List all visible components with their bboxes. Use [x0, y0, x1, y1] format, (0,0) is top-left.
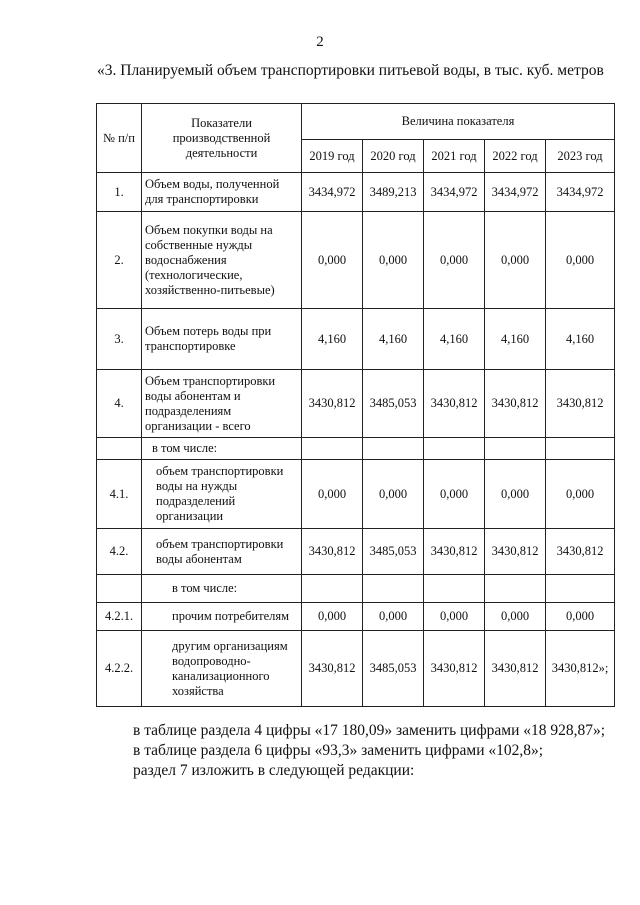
header-num: № п/п: [97, 104, 142, 173]
table-title: «3. Планируемый объем транспортировки питьевой воды, в тыс. куб. метров: [97, 62, 604, 79]
header-year: 2022 год: [485, 140, 546, 173]
table-row: [97, 603, 615, 631]
header-year: 2020 год: [363, 140, 424, 173]
row-value: 3485,053: [363, 370, 424, 438]
row-value: 3430,812: [485, 370, 546, 438]
row-value: 3430,812: [302, 529, 363, 575]
header-value-group: Величина показателя: [302, 104, 615, 140]
row-value: 0,000: [363, 460, 424, 529]
row-value: 0,000: [302, 603, 363, 631]
table-row: [97, 370, 615, 438]
row-number: 4.2.2.: [97, 631, 142, 707]
header-indicator: Показатели производственной деятельности: [142, 104, 302, 173]
row-value: 3430,812: [546, 370, 615, 438]
row-value: 3430,812: [302, 631, 363, 707]
row-value: 4,160: [302, 309, 363, 370]
paragraph: раздел 7 изложить в следующей редакции:: [133, 762, 415, 779]
row-value: 0,000: [302, 460, 363, 529]
row-value: 0,000: [546, 603, 615, 631]
row-value: [546, 438, 615, 460]
row-value: [363, 575, 424, 603]
row-number: 3.: [97, 309, 142, 370]
row-value: 4,160: [485, 309, 546, 370]
row-value: [302, 438, 363, 460]
row-value: 0,000: [546, 460, 615, 529]
row-value: 0,000: [424, 603, 485, 631]
row-value: 3430,812: [485, 631, 546, 707]
row-value: 0,000: [424, 212, 485, 309]
row-value: 3485,053: [363, 529, 424, 575]
row-label: Объем покупки воды на собственные нужды водоснабжения (технологические, хозяйственно-питьевые): [142, 212, 302, 309]
row-label: объем транспортировки воды на нужды подразделений организации: [142, 460, 302, 529]
row-value: 0,000: [485, 603, 546, 631]
row-label: в том числе:: [142, 575, 302, 603]
paragraph: в таблице раздела 4 цифры «17 180,09» заменить цифрами «18 928,87»;: [133, 722, 606, 739]
row-value: 0,000: [485, 212, 546, 309]
table-row: [97, 438, 615, 460]
row-value: 3434,972: [485, 173, 546, 212]
row-label: в том числе:: [142, 438, 302, 460]
row-value: 3430,812: [424, 370, 485, 438]
row-label: Объем воды, полученной для транспортировки: [142, 173, 302, 212]
table-row: [97, 529, 615, 575]
row-value: 0,000: [485, 460, 546, 529]
row-label: прочим потребителям: [142, 603, 302, 631]
row-value: 4,160: [546, 309, 615, 370]
row-value: 0,000: [363, 212, 424, 309]
row-number: [97, 438, 142, 460]
row-value: 3434,972: [302, 173, 363, 212]
row-value: 3434,972: [424, 173, 485, 212]
header-row-1: [97, 104, 615, 140]
table-row: [97, 212, 615, 309]
row-value: 0,000: [302, 212, 363, 309]
table-row: [97, 309, 615, 370]
header-year: 2019 год: [302, 140, 363, 173]
row-label: Объем транспортировки воды абонентам и подразделениям организации - всего: [142, 370, 302, 438]
row-number: 1.: [97, 173, 142, 212]
row-value: 3434,972: [546, 173, 615, 212]
row-value: 0,000: [424, 460, 485, 529]
row-value: 0,000: [363, 603, 424, 631]
table-row: [97, 173, 615, 212]
row-value: 3489,213: [363, 173, 424, 212]
table-row: [97, 460, 615, 529]
row-value: [302, 575, 363, 603]
row-value: 3430,812: [485, 529, 546, 575]
row-value: [546, 575, 615, 603]
water-transport-table: [96, 103, 615, 707]
row-value: [424, 438, 485, 460]
row-number: 4.: [97, 370, 142, 438]
row-value: [363, 438, 424, 460]
row-value: 3430,812: [546, 529, 615, 575]
row-value: [485, 575, 546, 603]
row-number: 4.1.: [97, 460, 142, 529]
row-value: [424, 575, 485, 603]
row-number: 2.: [97, 212, 142, 309]
row-label: объем транспортировки воды абонентам: [142, 529, 302, 575]
row-value: 3430,812: [424, 631, 485, 707]
row-value: 4,160: [363, 309, 424, 370]
row-value: 0,000: [546, 212, 615, 309]
row-value: [485, 438, 546, 460]
row-value: 4,160: [424, 309, 485, 370]
row-number: [97, 575, 142, 603]
row-value: 3430,812: [302, 370, 363, 438]
table-row: [97, 575, 615, 603]
row-label: другим организациям водопроводно-канализационного хозяйства: [142, 631, 302, 707]
row-label: Объем потерь воды при транспортировке: [142, 309, 302, 370]
row-number: 4.2.1.: [97, 603, 142, 631]
header-year: 2023 год: [546, 140, 615, 173]
paragraph: в таблице раздела 6 цифры «93,3» заменить цифрами «102,8»;: [133, 742, 544, 759]
page-number: 2: [316, 34, 324, 50]
row-value: 3485,053: [363, 631, 424, 707]
row-value: 3430,812: [424, 529, 485, 575]
header-year: 2021 год: [424, 140, 485, 173]
row-number: 4.2.: [97, 529, 142, 575]
table-row: [97, 631, 615, 707]
row-value: 3430,812»;: [546, 631, 615, 707]
